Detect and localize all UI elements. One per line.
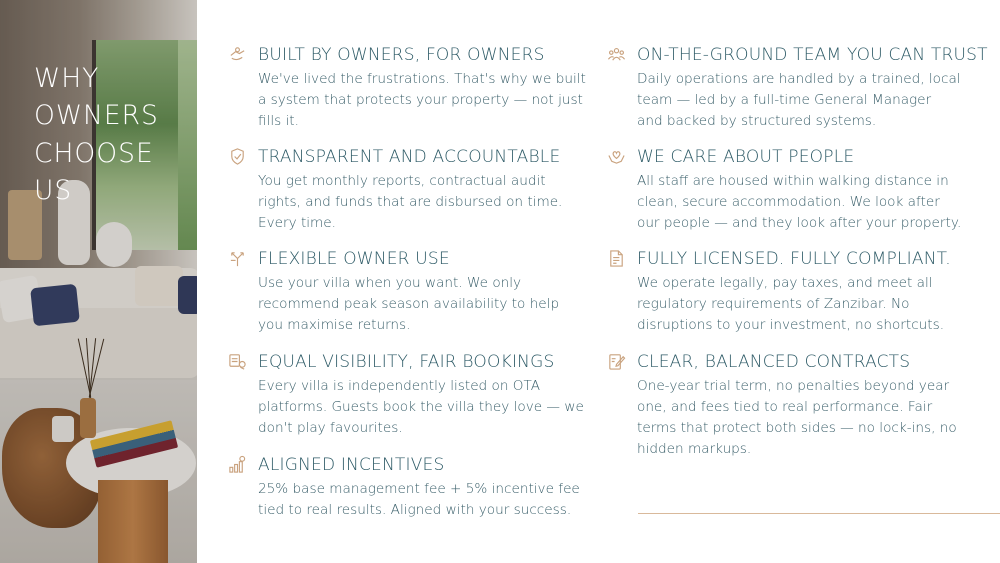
- hero-title-line: US: [34, 175, 73, 207]
- feature-description: [637, 376, 957, 460]
- feature-clear-contracts: [606, 351, 957, 460]
- feature-description: [258, 376, 584, 439]
- certificate-document-icon: [606, 248, 627, 269]
- feature-on-the-ground-team: [606, 44, 988, 132]
- feature-flexible-use: [227, 248, 559, 336]
- description-line: platforms. Guests book the villa they love — we: [258, 399, 584, 415]
- shield-check-icon: [227, 146, 248, 167]
- feature-transparent: [227, 146, 562, 234]
- description-line: and backed by structured systems.: [637, 113, 877, 129]
- feature-description: [637, 69, 988, 132]
- hero-title-line: WHY: [34, 62, 100, 94]
- feature-title: ON-THE-GROUND TEAM YOU CAN TRUST: [637, 44, 988, 65]
- heart-hands-icon: [606, 146, 627, 167]
- description-line: you maximise returns.: [258, 317, 411, 333]
- booking-scale-icon: [227, 351, 248, 372]
- feature-description: [637, 273, 951, 336]
- feature-title: FULLY LICENSED. FULLY COMPLIANT.: [637, 248, 951, 269]
- description-line: You get monthly reports, contractual audit: [258, 173, 546, 189]
- description-line: Every villa is independently listed on OTA: [258, 378, 541, 394]
- description-line: a system that protects your property — not just: [258, 92, 583, 108]
- feature-built-by-owners: [227, 44, 586, 132]
- description-line: 25% base management fee + 5% incentive fee: [258, 481, 580, 497]
- feature-aligned-incentives: [227, 454, 580, 521]
- description-line: disruptions to your investment, no shortcuts.: [637, 317, 945, 333]
- description-line: team — led by a full-time General Manager: [637, 92, 932, 108]
- description-line: Daily operations are handled by a trained, local: [637, 71, 961, 87]
- feature-description: [258, 69, 586, 132]
- description-line: recommend peak season availability to help: [258, 296, 560, 312]
- feature-description: [637, 171, 961, 234]
- arrows-split-icon: [227, 248, 248, 269]
- divider-line: [638, 513, 1000, 514]
- description-line: clean, secure accommodation. We look after: [637, 194, 940, 210]
- description-line: One-year trial term, no penalties beyond year: [637, 378, 950, 394]
- feature-title: EQUAL VISIBILITY, FAIR BOOKINGS: [258, 351, 555, 372]
- feature-title: BUILT BY OWNERS, FOR OWNERS: [258, 44, 545, 65]
- hero-title-line: CHOOSE: [34, 137, 154, 169]
- feature-title: ALIGNED INCENTIVES: [258, 454, 445, 475]
- feature-fully-licensed: [606, 248, 951, 336]
- description-line: don't play favourites.: [258, 420, 403, 436]
- description-line: Every time.: [258, 215, 336, 231]
- description-line: We've lived the frustrations. That's why we built: [258, 71, 586, 87]
- feature-description: [258, 273, 559, 336]
- description-line: hidden markups.: [637, 441, 752, 457]
- growth-chart-icon: [227, 454, 248, 475]
- hero-title: [34, 60, 184, 210]
- feature-title: FLEXIBLE OWNER USE: [258, 248, 450, 269]
- feature-description: [258, 479, 580, 521]
- feature-care-about-people: [606, 146, 961, 234]
- feature-title: WE CARE ABOUT PEOPLE: [637, 146, 855, 167]
- description-line: Use your villa when you want. We only: [258, 275, 522, 291]
- description-line: rights, and funds that are disbursed on time.: [258, 194, 563, 210]
- description-line: one, and fees tied to real performance. Fair: [637, 399, 933, 415]
- description-line: terms that protect both sides — no lock-ins, no: [637, 420, 957, 436]
- description-line: All staff are housed within walking distance in: [637, 173, 949, 189]
- feature-description: [258, 171, 562, 234]
- feature-title: TRANSPARENT AND ACCOUNTABLE: [258, 146, 561, 167]
- description-line: We operate legally, pay taxes, and meet all: [637, 275, 933, 291]
- contract-pen-icon: [606, 351, 627, 372]
- hero-title-line: OWNERS: [34, 100, 159, 132]
- feature-equal-visibility: [227, 351, 584, 439]
- description-line: our people — and they look after your property.: [637, 215, 962, 231]
- description-line: fills it.: [258, 113, 299, 129]
- feature-title: CLEAR, BALANCED CONTRACTS: [637, 351, 911, 372]
- description-line: tied to real results. Aligned with your success.: [258, 502, 572, 518]
- description-line: regulatory requirements of Zanzibar. No: [637, 296, 910, 312]
- handshake-hand-icon: [227, 44, 248, 65]
- team-icon: [606, 44, 627, 65]
